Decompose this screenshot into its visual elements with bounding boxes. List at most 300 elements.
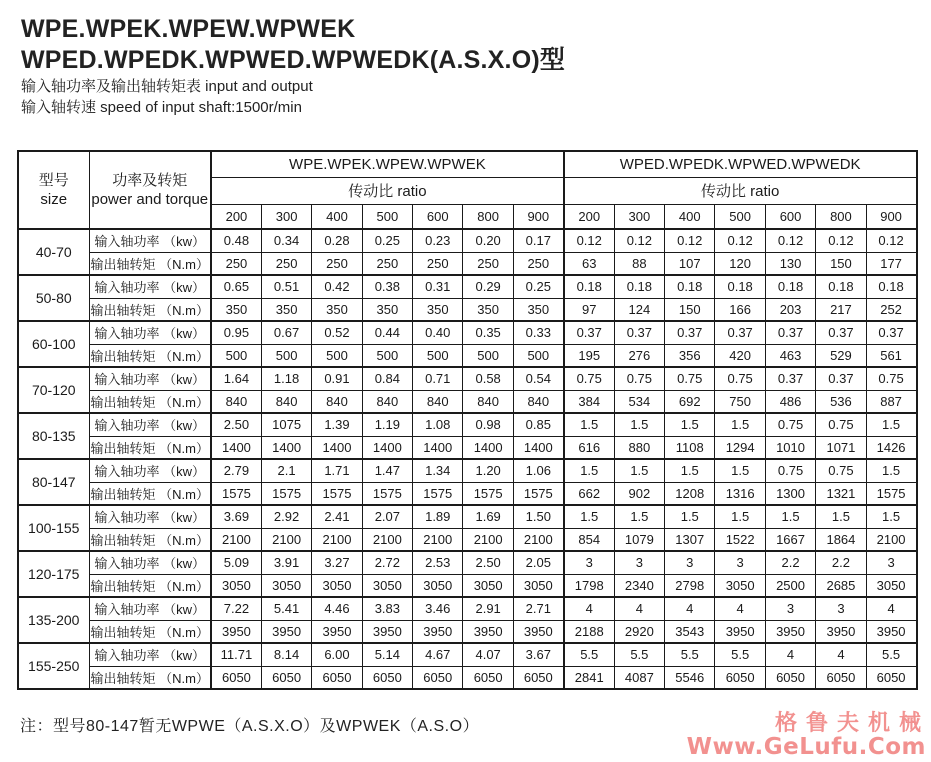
torque-value-right: 1294 <box>715 436 765 459</box>
power-value-right: 3 <box>715 551 765 574</box>
size-cell-70-120: 70-120 <box>18 367 89 413</box>
torque-value-left: 350 <box>362 298 412 321</box>
ratio-col-header-left-200: 200 <box>211 204 261 229</box>
torque-value-right: 150 <box>665 298 715 321</box>
power-value-left: 1.69 <box>463 505 513 528</box>
power-value-left: 1.89 <box>413 505 463 528</box>
torque-value-right: 662 <box>564 482 614 505</box>
power-value-left: 1.39 <box>312 413 362 436</box>
ratio-col-header-left-300: 300 <box>261 204 311 229</box>
page-title-line2: WPED.WPEDK.WPWED.WPWEDK(A.S.X.O)型 <box>21 46 566 74</box>
ratio-col-header-right-900: 900 <box>866 204 916 229</box>
power-value-left: 1.64 <box>211 367 261 390</box>
power-value-left: 0.25 <box>362 229 412 252</box>
table-row-torque-80-147 <box>18 482 917 505</box>
power-value-right: 0.37 <box>665 321 715 344</box>
torque-value-left: 6050 <box>362 666 412 689</box>
torque-value-left: 3950 <box>413 620 463 643</box>
ratio-col-header-left-500: 500 <box>362 204 412 229</box>
power-value-left: 1.19 <box>362 413 412 436</box>
torque-value-right: 150 <box>816 252 866 275</box>
power-value-left: 0.42 <box>312 275 362 298</box>
power-value-right: 1.5 <box>564 413 614 436</box>
torque-value-right: 120 <box>715 252 765 275</box>
torque-value-right: 107 <box>665 252 715 275</box>
power-value-right: 0.18 <box>564 275 614 298</box>
power-value-right: 3 <box>614 551 664 574</box>
power-value-left: 0.33 <box>513 321 563 344</box>
torque-value-right: 3950 <box>715 620 765 643</box>
power-value-right: 0.18 <box>614 275 664 298</box>
row-label-output-torque: 输出轴转矩 （N.m） <box>89 482 211 505</box>
power-value-left: 0.25 <box>513 275 563 298</box>
power-value-right: 1.5 <box>614 413 664 436</box>
torque-value-left: 840 <box>261 390 311 413</box>
power-value-left: 0.71 <box>413 367 463 390</box>
torque-value-right: 3050 <box>866 574 916 597</box>
power-value-left: 1.71 <box>312 459 362 482</box>
torque-value-left: 2100 <box>362 528 412 551</box>
torque-value-left: 350 <box>312 298 362 321</box>
torque-value-right: 1208 <box>665 482 715 505</box>
power-value-left: 5.14 <box>362 643 412 666</box>
power-value-left: 2.05 <box>513 551 563 574</box>
size-cell-40-70: 40-70 <box>18 229 89 275</box>
torque-value-right: 3950 <box>765 620 815 643</box>
power-value-right: 1.5 <box>715 459 765 482</box>
ratio-col-header-right-800: 800 <box>816 204 866 229</box>
subtitle-shaft-speed: 输入轴转速 speed of input shaft:1500r/min <box>21 99 302 116</box>
power-value-right: 3 <box>816 597 866 620</box>
power-value-left: 5.41 <box>261 597 311 620</box>
torque-value-right: 217 <box>816 298 866 321</box>
power-value-right: 0.37 <box>816 367 866 390</box>
torque-value-right: 5546 <box>665 666 715 689</box>
table-row-torque-135-200 <box>18 620 917 643</box>
size-header-en: size <box>40 191 68 208</box>
power-value-right: 1.5 <box>715 505 765 528</box>
torque-value-right: 534 <box>614 390 664 413</box>
torque-value-left: 3950 <box>362 620 412 643</box>
power-value-left: 0.84 <box>362 367 412 390</box>
torque-value-left: 1400 <box>362 436 412 459</box>
torque-value-left: 2100 <box>513 528 563 551</box>
torque-value-left: 3050 <box>211 574 261 597</box>
power-value-right: 5.5 <box>614 643 664 666</box>
watermark-brand-text: 格鲁夫机械 <box>774 709 930 736</box>
torque-value-left: 840 <box>513 390 563 413</box>
torque-value-left: 350 <box>463 298 513 321</box>
torque-value-right: 902 <box>614 482 664 505</box>
torque-value-right: 384 <box>564 390 614 413</box>
power-value-left: 3.83 <box>362 597 412 620</box>
group-header-wpe: WPE.WPEK.WPEW.WPWEK <box>211 151 564 177</box>
size-cell-60-100: 60-100 <box>18 321 89 367</box>
torque-value-right: 561 <box>866 344 916 367</box>
table-row-power-80-147 <box>18 459 917 482</box>
table-row-torque-120-175 <box>18 574 917 597</box>
power-value-left: 0.34 <box>261 229 311 252</box>
power-value-right: 0.75 <box>866 367 916 390</box>
torque-value-left: 500 <box>261 344 311 367</box>
power-value-right: 0.37 <box>816 321 866 344</box>
power-value-right: 1.5 <box>614 459 664 482</box>
row-label-input-power: 输入轴功率 （kw） <box>89 597 211 620</box>
torque-value-left: 2100 <box>312 528 362 551</box>
power-value-right: 0.75 <box>816 459 866 482</box>
ratio-col-header-left-600: 600 <box>413 204 463 229</box>
power-value-right: 0.37 <box>765 321 815 344</box>
torque-value-left: 1575 <box>463 482 513 505</box>
ratio-label-right: 传动比 ratio <box>564 177 917 204</box>
power-value-right: 3 <box>765 597 815 620</box>
size-header-zh: 型号 <box>38 172 69 189</box>
power-header-zh: 功率及转矩 <box>112 172 188 189</box>
torque-value-right: 6050 <box>765 666 815 689</box>
torque-value-left: 250 <box>362 252 412 275</box>
table-row-power-80-135 <box>18 413 917 436</box>
torque-value-right: 252 <box>866 298 916 321</box>
torque-value-right: 887 <box>866 390 916 413</box>
power-value-right: 0.37 <box>614 321 664 344</box>
torque-value-right: 3050 <box>715 574 765 597</box>
row-label-input-power: 输入轴功率 （kw） <box>89 551 211 574</box>
ratio-col-header-left-400: 400 <box>312 204 362 229</box>
torque-value-right: 124 <box>614 298 664 321</box>
row-label-output-torque: 输出轴转矩 （N.m） <box>89 666 211 689</box>
torque-value-right: 6050 <box>866 666 916 689</box>
power-value-left: 0.35 <box>463 321 513 344</box>
table-row-torque-70-120 <box>18 390 917 413</box>
torque-value-left: 1575 <box>413 482 463 505</box>
power-value-right: 1.5 <box>665 413 715 436</box>
torque-value-left: 2100 <box>413 528 463 551</box>
column-header-size <box>18 151 89 229</box>
torque-value-left: 250 <box>463 252 513 275</box>
power-value-right: 0.37 <box>866 321 916 344</box>
torque-value-left: 3950 <box>211 620 261 643</box>
power-value-left: 3.46 <box>413 597 463 620</box>
torque-value-right: 1575 <box>866 482 916 505</box>
power-value-left: 11.71 <box>211 643 261 666</box>
table-row-torque-60-100 <box>18 344 917 367</box>
torque-value-left: 3050 <box>513 574 563 597</box>
torque-value-right: 356 <box>665 344 715 367</box>
ratio-col-header-right-500: 500 <box>715 204 765 229</box>
torque-value-right: 6050 <box>715 666 765 689</box>
torque-value-left: 500 <box>211 344 261 367</box>
power-value-right: 0.37 <box>715 321 765 344</box>
power-value-left: 2.1 <box>261 459 311 482</box>
power-value-right: 5.5 <box>564 643 614 666</box>
torque-value-right: 1667 <box>765 528 815 551</box>
table-row-torque-80-135 <box>18 436 917 459</box>
row-label-output-torque: 输出轴转矩 （N.m） <box>89 390 211 413</box>
torque-value-right: 2340 <box>614 574 664 597</box>
torque-value-left: 350 <box>261 298 311 321</box>
size-cell-155-250: 155-250 <box>18 643 89 689</box>
torque-value-left: 840 <box>312 390 362 413</box>
size-cell-80-135: 80-135 <box>18 413 89 459</box>
torque-value-right: 1307 <box>665 528 715 551</box>
torque-value-left: 3050 <box>362 574 412 597</box>
torque-value-right: 203 <box>765 298 815 321</box>
power-value-right: 0.12 <box>765 229 815 252</box>
torque-value-right: 486 <box>765 390 815 413</box>
power-value-left: 2.41 <box>312 505 362 528</box>
power-value-left: 0.38 <box>362 275 412 298</box>
page-title-line1: WPE.WPEK.WPEW.WPWEK <box>21 15 356 43</box>
ratio-col-header-right-200: 200 <box>564 204 614 229</box>
torque-value-right: 529 <box>816 344 866 367</box>
torque-value-left: 500 <box>312 344 362 367</box>
power-value-right: 1.5 <box>715 413 765 436</box>
power-value-left: 3.69 <box>211 505 261 528</box>
torque-value-left: 1400 <box>463 436 513 459</box>
torque-value-right: 63 <box>564 252 614 275</box>
torque-value-left: 1400 <box>211 436 261 459</box>
power-value-right: 0.75 <box>765 459 815 482</box>
torque-value-right: 276 <box>614 344 664 367</box>
torque-value-left: 1400 <box>261 436 311 459</box>
torque-value-left: 840 <box>362 390 412 413</box>
table-row-power-70-120 <box>18 367 917 390</box>
row-label-output-torque: 输出轴转矩 （N.m） <box>89 574 211 597</box>
power-value-left: 0.51 <box>261 275 311 298</box>
power-value-right: 0.75 <box>564 367 614 390</box>
power-value-left: 3.91 <box>261 551 311 574</box>
torque-value-left: 1400 <box>513 436 563 459</box>
power-value-right: 4 <box>564 597 614 620</box>
torque-value-right: 3543 <box>665 620 715 643</box>
power-value-right: 5.5 <box>715 643 765 666</box>
table-row-torque-40-70 <box>18 252 917 275</box>
torque-value-left: 1400 <box>312 436 362 459</box>
torque-value-right: 88 <box>614 252 664 275</box>
torque-value-right: 463 <box>765 344 815 367</box>
power-value-right: 0.75 <box>665 367 715 390</box>
torque-value-left: 1400 <box>413 436 463 459</box>
power-value-right: 1.5 <box>564 459 614 482</box>
torque-value-right: 1426 <box>866 436 916 459</box>
power-value-left: 1.18 <box>261 367 311 390</box>
power-value-left: 2.50 <box>463 551 513 574</box>
ratio-col-header-left-800: 800 <box>463 204 513 229</box>
power-value-right: 3 <box>564 551 614 574</box>
watermark-url-text: Www.GeLufu.Com <box>686 733 926 760</box>
power-value-left: 0.91 <box>312 367 362 390</box>
torque-value-right: 1071 <box>816 436 866 459</box>
torque-value-left: 6050 <box>513 666 563 689</box>
torque-value-left: 500 <box>463 344 513 367</box>
torque-value-left: 500 <box>513 344 563 367</box>
power-value-left: 3.27 <box>312 551 362 574</box>
ratio-col-header-right-400: 400 <box>665 204 715 229</box>
power-value-right: 1.5 <box>564 505 614 528</box>
torque-value-right: 880 <box>614 436 664 459</box>
torque-value-right: 2798 <box>665 574 715 597</box>
table-row-power-50-80 <box>18 275 917 298</box>
power-value-right: 0.18 <box>765 275 815 298</box>
torque-value-left: 3950 <box>463 620 513 643</box>
row-label-output-torque: 输出轴转矩 （N.m） <box>89 528 211 551</box>
torque-value-left: 350 <box>513 298 563 321</box>
power-header-en: power and torque <box>91 191 209 208</box>
torque-value-left: 1575 <box>513 482 563 505</box>
power-value-left: 4.07 <box>463 643 513 666</box>
power-value-left: 0.20 <box>463 229 513 252</box>
row-label-input-power: 输入轴功率 （kw） <box>89 321 211 344</box>
power-value-left: 0.31 <box>413 275 463 298</box>
power-value-left: 7.22 <box>211 597 261 620</box>
power-value-left: 0.98 <box>463 413 513 436</box>
power-value-left: 0.48 <box>211 229 261 252</box>
torque-value-left: 6050 <box>312 666 362 689</box>
power-value-left: 0.28 <box>312 229 362 252</box>
power-value-right: 0.12 <box>564 229 614 252</box>
power-value-left: 2.07 <box>362 505 412 528</box>
torque-value-right: 854 <box>564 528 614 551</box>
power-value-left: 2.71 <box>513 597 563 620</box>
power-value-left: 2.91 <box>463 597 513 620</box>
power-value-left: 1.06 <box>513 459 563 482</box>
size-cell-50-80: 50-80 <box>18 275 89 321</box>
torque-value-left: 6050 <box>463 666 513 689</box>
power-value-left: 4.46 <box>312 597 362 620</box>
torque-value-left: 6050 <box>211 666 261 689</box>
torque-value-right: 1864 <box>816 528 866 551</box>
spec-table <box>17 150 918 690</box>
power-value-right: 4 <box>866 597 916 620</box>
column-header-power-torque <box>89 151 211 229</box>
torque-value-left: 840 <box>463 390 513 413</box>
torque-value-right: 2188 <box>564 620 614 643</box>
power-value-left: 8.14 <box>261 643 311 666</box>
ratio-col-header-right-300: 300 <box>614 204 664 229</box>
torque-value-left: 1575 <box>312 482 362 505</box>
power-value-right: 2.2 <box>765 551 815 574</box>
torque-value-right: 536 <box>816 390 866 413</box>
power-value-right: 0.75 <box>765 413 815 436</box>
power-value-right: 0.12 <box>715 229 765 252</box>
power-value-left: 2.92 <box>261 505 311 528</box>
power-value-right: 1.5 <box>665 459 715 482</box>
torque-value-right: 750 <box>715 390 765 413</box>
row-label-input-power: 输入轴功率 （kw） <box>89 229 211 252</box>
power-value-left: 0.54 <box>513 367 563 390</box>
ratio-label-left: 传动比 ratio <box>211 177 564 204</box>
power-value-right: 0.37 <box>765 367 815 390</box>
power-value-left: 2.79 <box>211 459 261 482</box>
table-row-power-60-100 <box>18 321 917 344</box>
row-label-input-power: 输入轴功率 （kw） <box>89 275 211 298</box>
table-row-power-120-175 <box>18 551 917 574</box>
power-value-right: 1.5 <box>816 505 866 528</box>
torque-value-right: 2841 <box>564 666 614 689</box>
row-label-output-torque: 输出轴转矩 （N.m） <box>89 298 211 321</box>
torque-value-right: 2685 <box>816 574 866 597</box>
power-value-right: 4 <box>614 597 664 620</box>
power-value-right: 0.18 <box>715 275 765 298</box>
torque-value-left: 250 <box>211 252 261 275</box>
row-label-input-power: 输入轴功率 （kw） <box>89 643 211 666</box>
power-value-left: 6.00 <box>312 643 362 666</box>
power-value-left: 1.08 <box>413 413 463 436</box>
torque-value-left: 350 <box>413 298 463 321</box>
footnote: 注：型号80-147暂无WPWE（A.S.X.O）及WPWEK（A.S.O） <box>20 718 480 735</box>
power-value-right: 0.12 <box>816 229 866 252</box>
row-label-input-power: 输入轴功率 （kw） <box>89 505 211 528</box>
torque-value-left: 3050 <box>413 574 463 597</box>
torque-value-right: 2100 <box>866 528 916 551</box>
power-value-right: 4 <box>765 643 815 666</box>
power-value-right: 0.75 <box>715 367 765 390</box>
row-label-input-power: 输入轴功率 （kw） <box>89 367 211 390</box>
power-value-left: 1.20 <box>463 459 513 482</box>
torque-value-right: 4087 <box>614 666 664 689</box>
torque-value-left: 500 <box>362 344 412 367</box>
power-value-left: 4.67 <box>413 643 463 666</box>
power-value-right: 5.5 <box>665 643 715 666</box>
torque-value-right: 3950 <box>816 620 866 643</box>
row-label-input-power: 输入轴功率 （kw） <box>89 459 211 482</box>
row-label-input-power: 输入轴功率 （kw） <box>89 413 211 436</box>
torque-value-right: 1798 <box>564 574 614 597</box>
power-value-left: 0.52 <box>312 321 362 344</box>
torque-value-left: 840 <box>211 390 261 413</box>
torque-value-right: 1300 <box>765 482 815 505</box>
torque-value-left: 1575 <box>362 482 412 505</box>
torque-value-left: 6050 <box>261 666 311 689</box>
torque-value-left: 350 <box>211 298 261 321</box>
torque-value-right: 1079 <box>614 528 664 551</box>
power-value-left: 0.40 <box>413 321 463 344</box>
torque-value-left: 3950 <box>261 620 311 643</box>
power-value-left: 0.67 <box>261 321 311 344</box>
table-row-power-100-155 <box>18 505 917 528</box>
power-value-left: 5.09 <box>211 551 261 574</box>
torque-value-left: 250 <box>312 252 362 275</box>
power-value-right: 1.5 <box>866 505 916 528</box>
torque-value-left: 2100 <box>463 528 513 551</box>
table-row-power-155-250 <box>18 643 917 666</box>
table-row-power-135-200 <box>18 597 917 620</box>
torque-value-left: 3950 <box>513 620 563 643</box>
power-value-right: 3 <box>866 551 916 574</box>
torque-value-right: 1010 <box>765 436 815 459</box>
power-value-left: 3.67 <box>513 643 563 666</box>
power-value-right: 4 <box>665 597 715 620</box>
row-label-output-torque: 输出轴转矩 （N.m） <box>89 620 211 643</box>
power-value-left: 0.17 <box>513 229 563 252</box>
power-value-left: 2.50 <box>211 413 261 436</box>
power-value-left: 0.85 <box>513 413 563 436</box>
ratio-col-header-left-900: 900 <box>513 204 563 229</box>
size-cell-120-175: 120-175 <box>18 551 89 597</box>
torque-value-left: 3050 <box>261 574 311 597</box>
power-value-left: 0.65 <box>211 275 261 298</box>
power-value-right: 5.5 <box>866 643 916 666</box>
power-value-right: 1.5 <box>765 505 815 528</box>
power-value-right: 0.12 <box>614 229 664 252</box>
torque-value-right: 3950 <box>866 620 916 643</box>
power-value-left: 1.50 <box>513 505 563 528</box>
size-cell-100-155: 100-155 <box>18 505 89 551</box>
torque-value-right: 2500 <box>765 574 815 597</box>
power-value-right: 0.37 <box>564 321 614 344</box>
torque-value-left: 840 <box>413 390 463 413</box>
power-value-left: 1075 <box>261 413 311 436</box>
